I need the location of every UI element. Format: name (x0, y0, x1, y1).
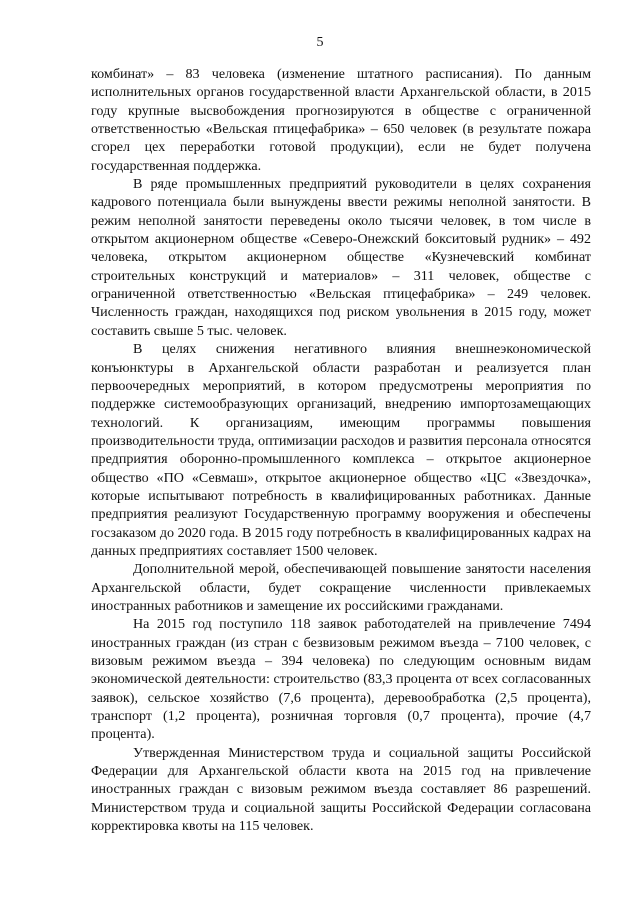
paragraph-foreign-workers-reduction: Дополнительной мерой, обеспечивающей повышение занятости населения Архангельской области, будет сокращение численности привлекаемых иностранных работников и замещение их российскими гражданами. (91, 561, 591, 614)
paragraph-employer-applications: На 2015 год поступило 118 заявок работодателей на привлечение 7494 иностранных граждан (из стран с безвизовым режимом въезда – 7100 человек, с визовым режимом въезда – 394 человека) по следующим основным видам экономической деятельности: строительство (83,3 процента от всех согласованных заявок), сельское хозяйство (7,6 процента), деревообработка (2,5 процента), транспорт (1,2 процента), розничная торговля (0,7 процента), прочие (4,7 процента). (91, 616, 591, 743)
page-number: 5 (316, 35, 324, 50)
paragraph-anti-crisis-plan: В целях снижения негативного влияния внешнеэкономической конъюнктуры в Архангельской области разработан и реализуется план первоочередных мероприятий, в котором предусмотрены мероприятия по поддержке системообразующих организаций, внедрению импортозамещающих технологий. К организациям, имеющим программы повышения производительности труда, оптимизации расходов и развития персонала относятся предприятия оборонно-промышленного комплекса – открытое акционерное общество «ПО «Севмаш», открытое акционерное общество «ЦС «Звездочка», которые испытывают потребность в квалифицированных работниках. Данные предприятия реализуют Государственную программу вооружения и обеспечены госзаказом до 2020 года. В 2015 году потребность в квалифицированных кадрах на данных предприятиях составляет 1500 человек. (91, 341, 591, 559)
paragraph-layoffs-forecast: комбинат» – 83 человека (изменение штатного расписания). По данным исполнительных органов государственной власти Архангельской области, в 2015 году крупные высвобождения прогнозируются в обществе с ограниченной ответственностью «Вельская птицефабрика» – 650 человек (в результате пожара сгорел цех переработки готовой продукции), если не будет получена государственная поддержка. (91, 66, 591, 174)
paragraph-visa-quota: Утвержденная Министерством труда и социальной защиты Российской Федерации для Архангельской области квота на 2015 год на привлечение иностранных граждан с визовым режимом въезда составляет 86 разрешений. Министерством труда и социальной защиты Российской Федерации согласована корректировка квоты на 115 человек. (91, 744, 591, 835)
document-body (91, 65, 591, 835)
paragraph-part-time-employment: В ряде промышленных предприятий руководители в целях сохранения кадрового потенциала были вынуждены ввести режимы неполной занятости. В режим неполной занятости переведены около тысячи человек, в том числе в открытом акционерном обществе «Северо-Онежский бокситовый рудник» – 492 человека, открытом акционерном обществе «Кузнечевский комбинат строительных конструкций и материалов» – 311 человек, обществе с ограниченной ответственностью «Вельская птицефабрика» – 249 человек. Численность граждан, находящихся под риском увольнения в 2015 году, может составить свыше 5 тыс. человек. (91, 176, 591, 339)
